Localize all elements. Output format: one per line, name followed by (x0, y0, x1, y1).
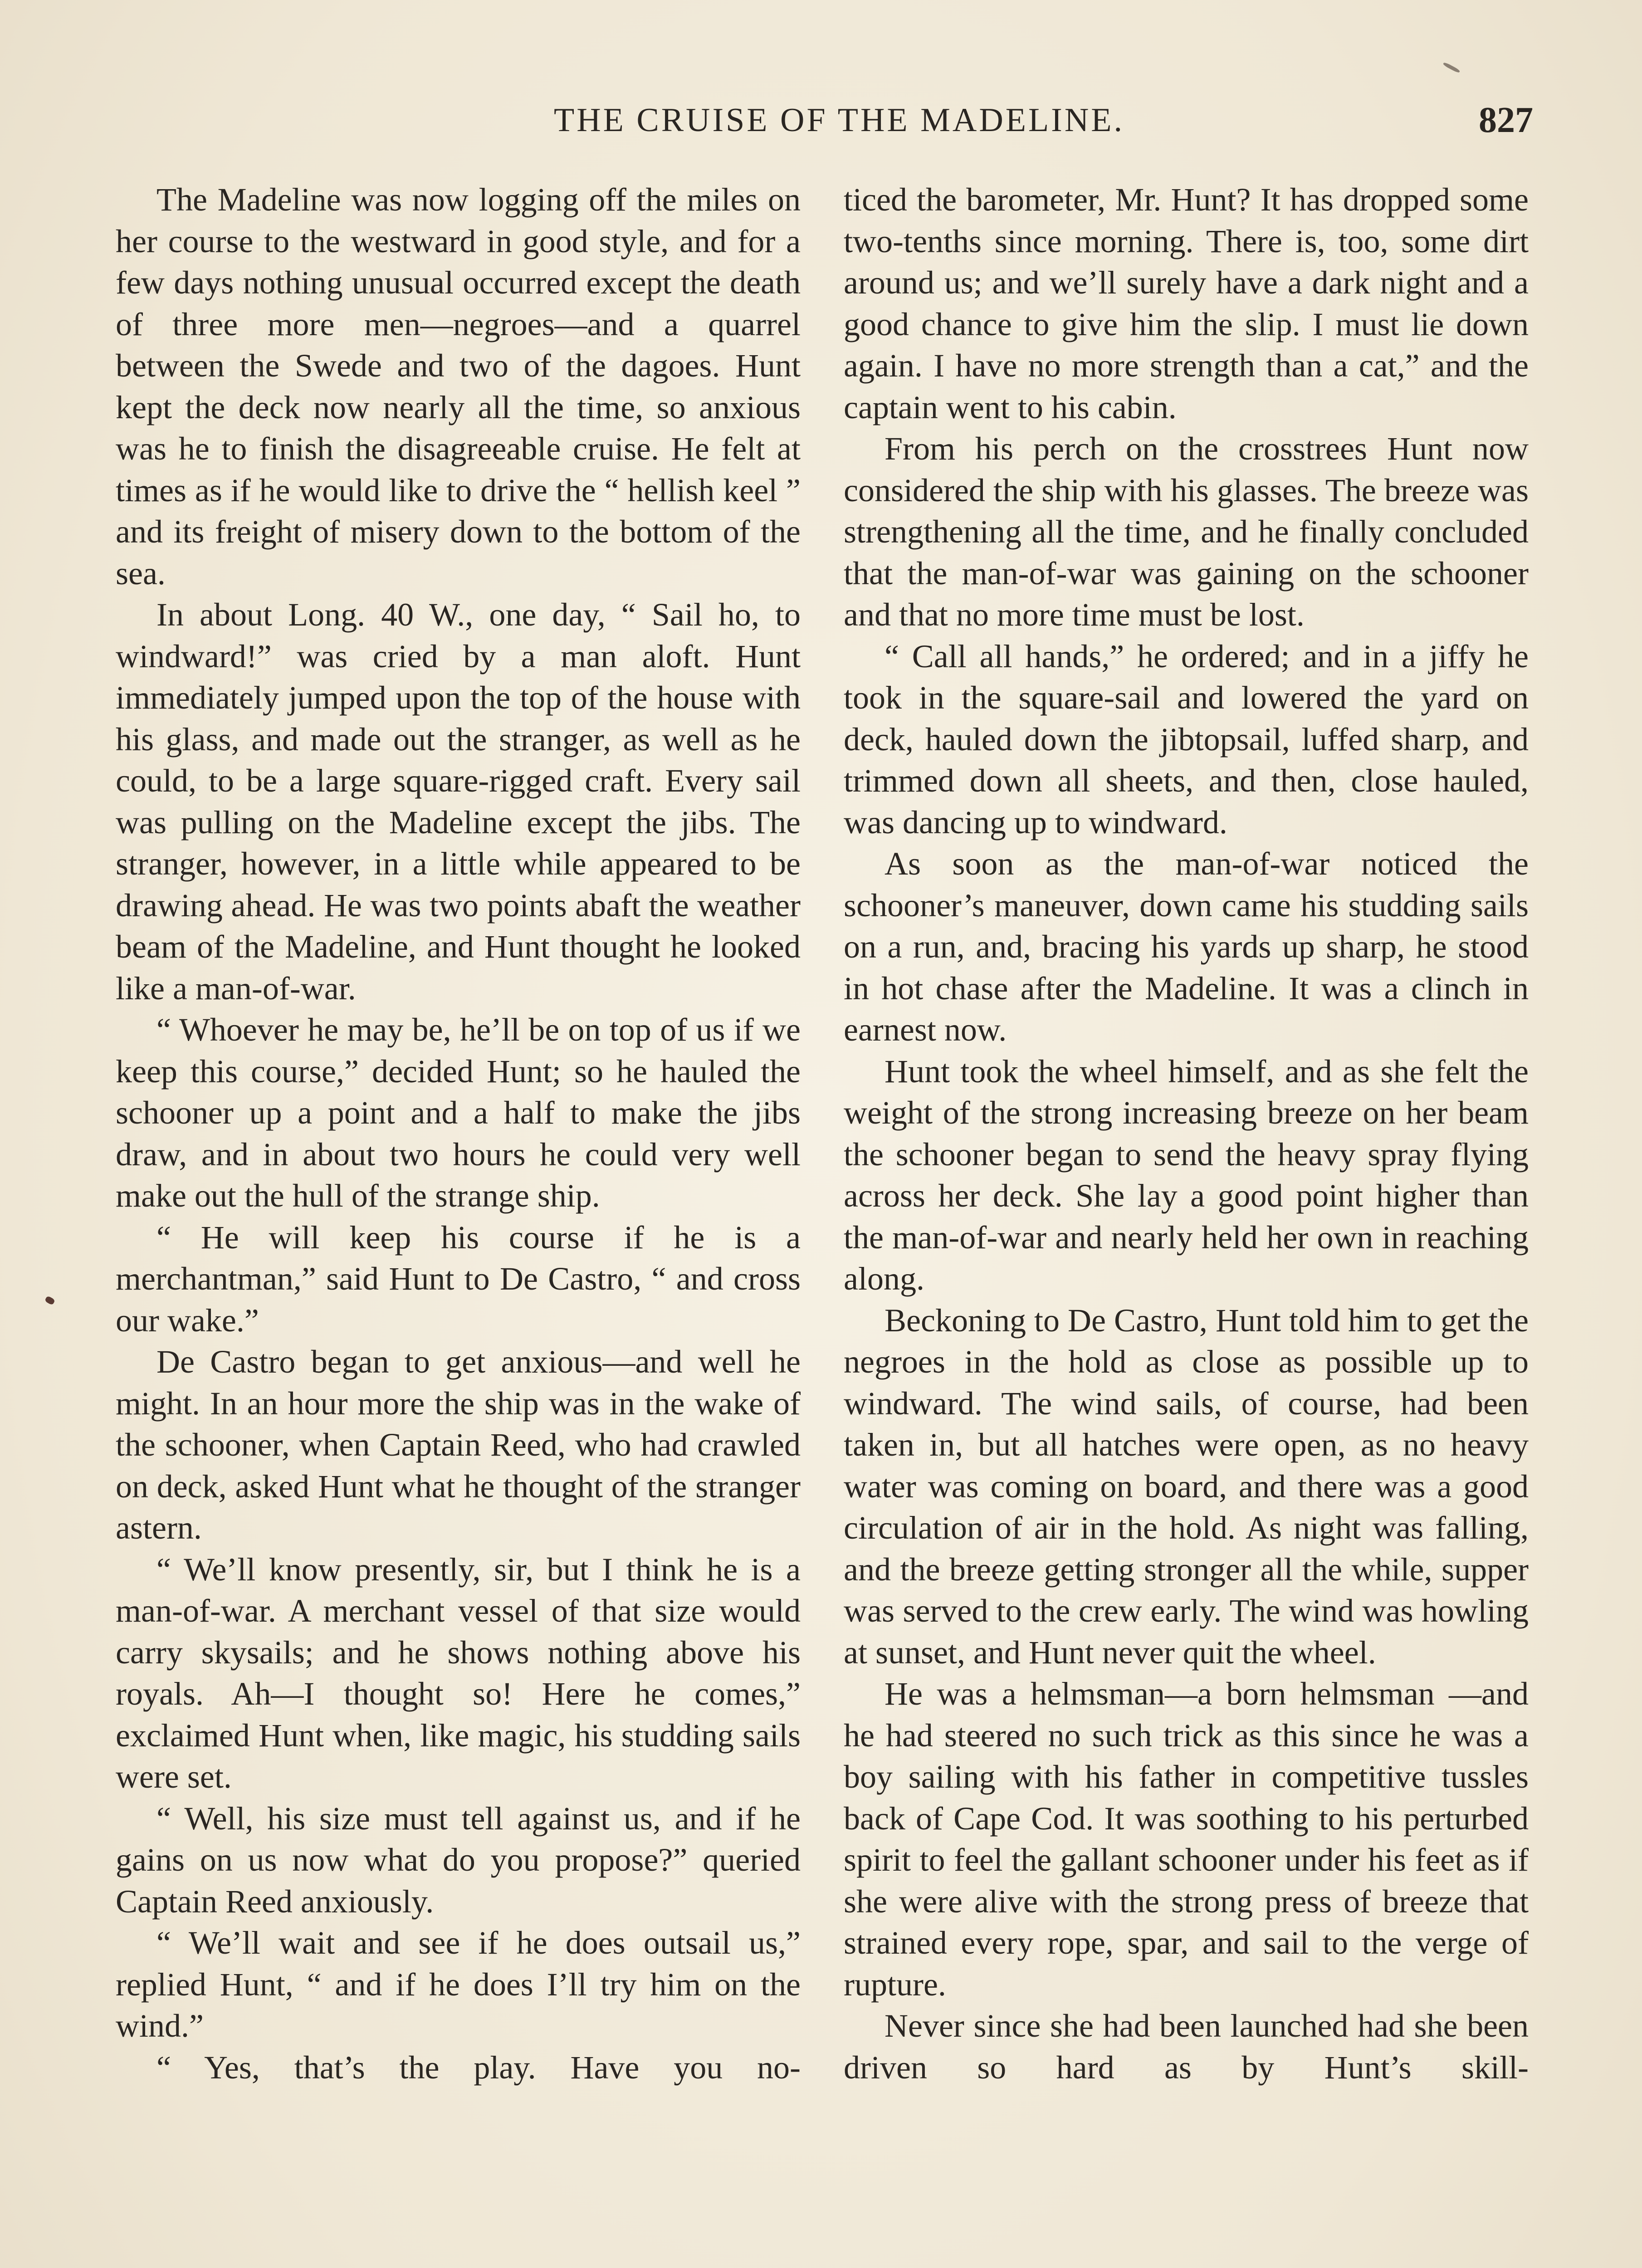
page-number: 827 (1479, 100, 1533, 140)
left-column (116, 179, 801, 2088)
running-title: THE CRUISE OF THE MADELINE. (554, 102, 1124, 139)
paragraph: From his perch on the crosstrees Hunt now considered the ship with his glasses. The breeze was strengthening all the time, and he finally concluded that the man-of-war was gaining on the schooner and that no more time must be lost. (844, 430, 1529, 633)
paragraph: “ He will keep his course if he is a merchantman,” said Hunt to De Castro, “ and cross our wake.” (116, 1219, 801, 1339)
paragraph: As soon as the man-of-war noticed the schooner’s maneuver, down came his studding sails on a run, and, bracing his yards up sharp, he stood in hot chase after the Madeline. It was a clinch in earnest now. (844, 846, 1529, 1048)
paragraph: ticed the barometer, Mr. Hunt? It has dropped some two-tenths since morning. There is, too, some dirt around us; and we’ll surely have a dark night and a good chance to give him the slip. I must lie down again. I have no more strength than a cat,” and the captain went to his cabin. (844, 181, 1529, 425)
paragraph: The Madeline was now logging off the miles on her course to the westward in good style, and for a few days nothing unusual occurred except the death of three more men—negroes—and a quarrel between the Swede and two of the dagoes. Hunt kept the deck now nearly all the time, so anxious was he to finish the disagreeable cruise. He felt at times as if he would like to drive the “ hellish keel ” and its freight of misery down to the bottom of the sea. (116, 181, 801, 591)
paragraph: “ We’ll wait and see if he does outsail us,” replied Hunt, “ and if he does I’ll try him on the wind.” (116, 1925, 801, 2044)
paragraph: Hunt took the wheel himself, and as she felt the weight of the strong increasing breeze on her beam the schooner began to send the heavy spray flying across her deck. She lay a good point higher than the man-of-war and nearly held her own in reaching along. (844, 1053, 1529, 1297)
page-header (0, 91, 1642, 145)
right-column (844, 179, 1529, 2088)
paragraph: “ Yes, that’s the play. Have you no- (156, 2049, 801, 2086)
paragraph: “ Call all hands,” he ordered; and in a jiffy he took in the square-sail and lowered the yard on deck, hauled down the jibtopsail, luffed sharp, and trimmed down all sheets, and then, close hauled, was dancing up to windward. (844, 638, 1529, 841)
paragraph: In about Long. 40 W., one day, “ Sail ho, to windward!” was cried by a man aloft. Hunt immediately jumped upon the top of the house with his glass, and made out the stranger, as well as he could, to be a large square-rigged craft. Every sail was pulling on the Madeline except the jibs. The stranger, however, in a little while appeared to be drawing ahead. He was two points abaft the weather beam of the Madeline, and Hunt thought he looked like a man-of-war. (116, 596, 801, 1007)
paragraph: Never since she had been launched had she been driven so hard as by Hunt’s skill- (844, 2008, 1529, 2086)
paragraph: “ Whoever he may be, he’ll be on top of us if we keep this course,” decided Hunt; so he hauled the schooner up a point and a half to make the jibs draw, and in about two hours he could very well make out the hull of the strange ship. (116, 1012, 801, 1214)
paragraph: “ Well, his size must tell against us, and if he gains on us now what do you propose?” queried Captain Reed anxiously. (116, 1800, 801, 1920)
paragraph: Beckoning to De Castro, Hunt told him to get the negroes in the hold as close as possible up to windward. The wind sails, of course, had been taken in, but all hatches were open, as no heavy water was coming on board, and there was a good circulation of air in the hold. As night was falling, and the breeze getting stronger all the while, supper was served to the crew early. The wind was howling at sunset, and Hunt never quit the wheel. (844, 1302, 1529, 1671)
paragraph: “ We’ll know presently, sir, but I think he is a man-of-war. A merchant vessel of that size would carry skysails; and he shows nothing above his royals. Ah—I thought so! Here he comes,” exclaimed Hunt when, like magic, his studding sails were set. (116, 1551, 801, 1795)
paragraph: De Castro began to get anxious—and well he might. In an hour more the ship was in the wake of the schooner, when Captain Reed, who had crawled on deck, asked Hunt what he thought of the stranger astern. (116, 1344, 801, 1546)
paragraph: He was a helmsman—a born helmsman —and he had steered no such trick as this since he was a boy sailing with his father in competitive tussles back of Cape Cod. It was soothing to his perturbed spirit to feel the gallant schooner under his feet as if she were alive with the strong press of breeze that strained every rope, spar, and sail to the verge of rupture. (844, 1676, 1529, 2003)
